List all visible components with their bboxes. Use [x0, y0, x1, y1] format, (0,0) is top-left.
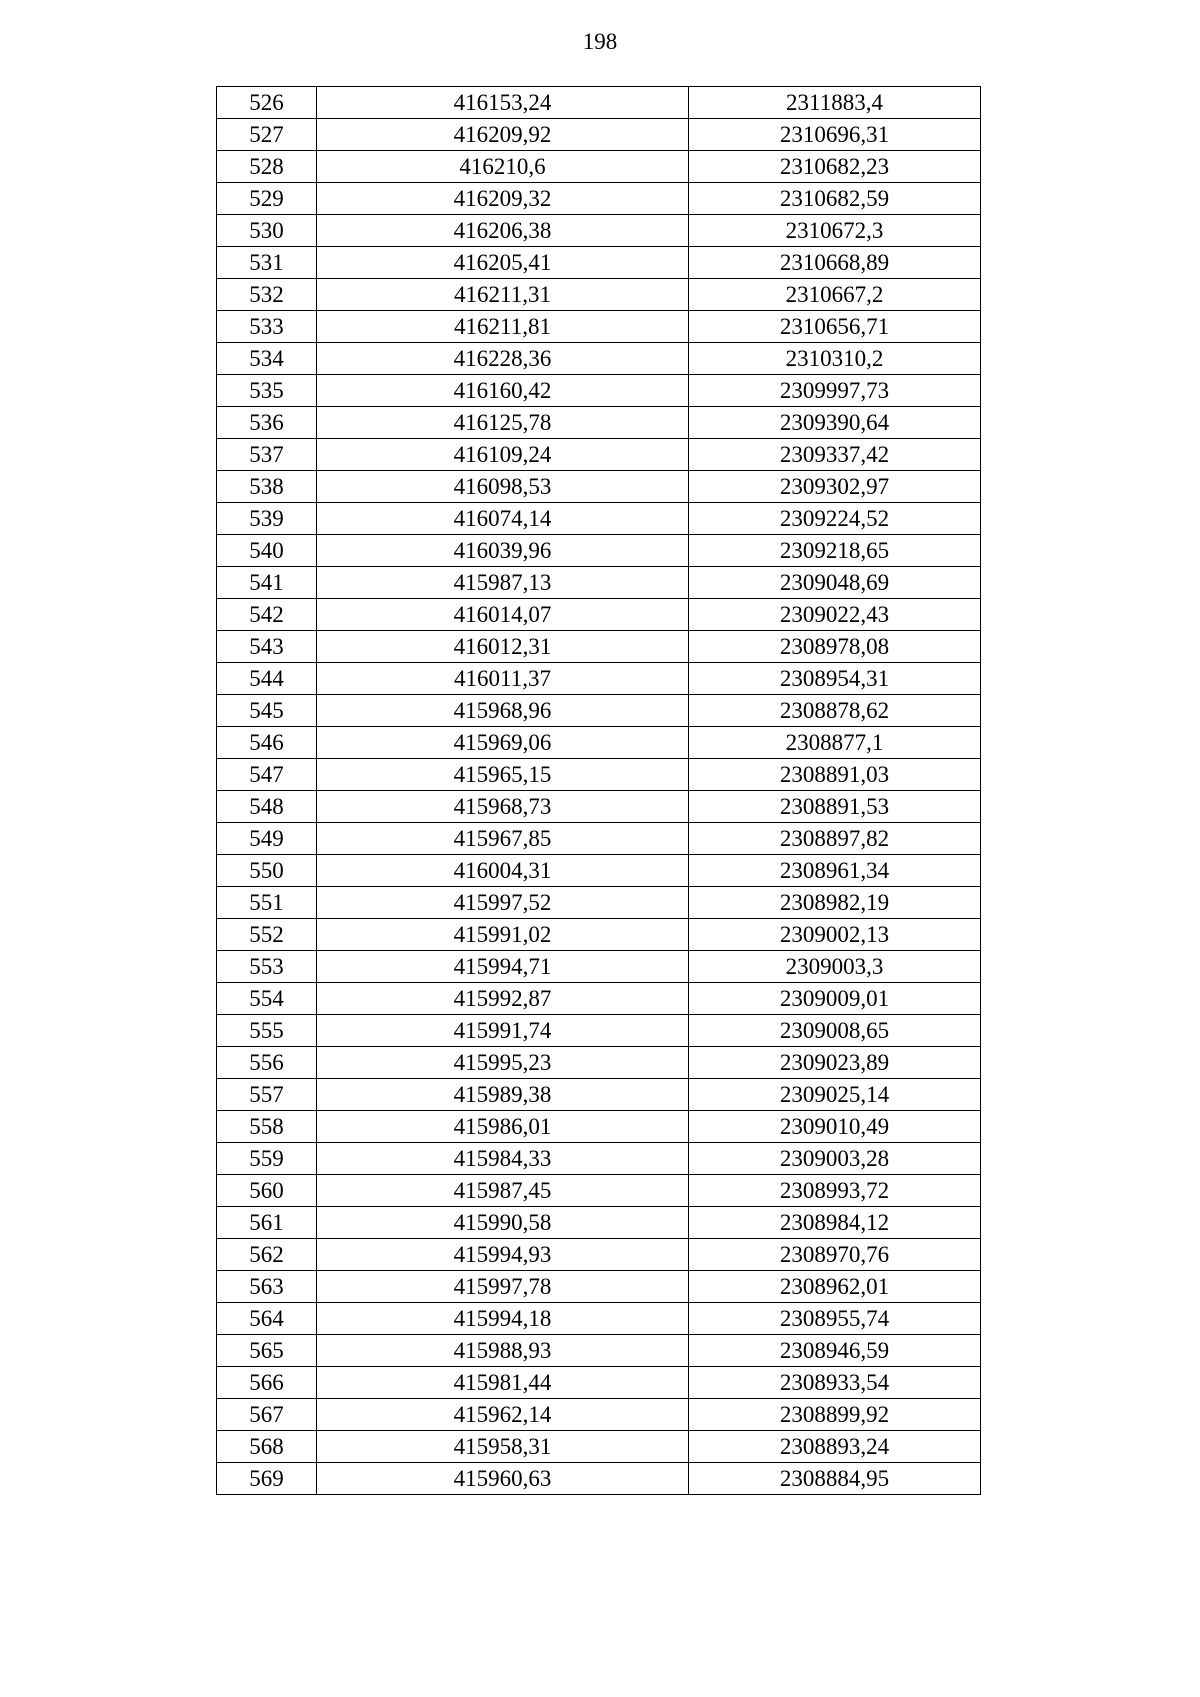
y-coordinate-cell: 2308891,03 [689, 759, 981, 791]
x-coordinate-cell: 416211,31 [317, 279, 689, 311]
point-number-cell: 566 [217, 1367, 317, 1399]
x-coordinate-cell: 416228,36 [317, 343, 689, 375]
point-number-cell: 531 [217, 247, 317, 279]
x-coordinate-cell: 415981,44 [317, 1367, 689, 1399]
x-coordinate-cell: 416206,38 [317, 215, 689, 247]
point-number-cell: 557 [217, 1079, 317, 1111]
table-row [217, 1111, 981, 1143]
x-coordinate-cell: 416125,78 [317, 407, 689, 439]
x-coordinate-cell: 416098,53 [317, 471, 689, 503]
y-coordinate-cell: 2309023,89 [689, 1047, 981, 1079]
y-coordinate-cell: 2309002,13 [689, 919, 981, 951]
y-coordinate-cell: 2308933,54 [689, 1367, 981, 1399]
table-row [217, 215, 981, 247]
point-number-cell: 537 [217, 439, 317, 471]
table-row [217, 1335, 981, 1367]
table-row [217, 247, 981, 279]
y-coordinate-cell: 2309010,49 [689, 1111, 981, 1143]
x-coordinate-cell: 415967,85 [317, 823, 689, 855]
table-row [217, 1047, 981, 1079]
y-coordinate-cell: 2308982,19 [689, 887, 981, 919]
x-coordinate-cell: 415989,38 [317, 1079, 689, 1111]
y-coordinate-cell: 2308946,59 [689, 1335, 981, 1367]
point-number-cell: 527 [217, 119, 317, 151]
x-coordinate-cell: 416004,31 [317, 855, 689, 887]
point-number-cell: 534 [217, 343, 317, 375]
table-row [217, 535, 981, 567]
table-row [217, 855, 981, 887]
y-coordinate-cell: 2308954,31 [689, 663, 981, 695]
y-coordinate-cell: 2308962,01 [689, 1271, 981, 1303]
point-number-cell: 535 [217, 375, 317, 407]
point-number-cell: 538 [217, 471, 317, 503]
point-number-cell: 526 [217, 87, 317, 119]
y-coordinate-cell: 2310672,3 [689, 215, 981, 247]
point-number-cell: 532 [217, 279, 317, 311]
y-coordinate-cell: 2308984,12 [689, 1207, 981, 1239]
point-number-cell: 546 [217, 727, 317, 759]
y-coordinate-cell: 2310668,89 [689, 247, 981, 279]
x-coordinate-cell: 415997,52 [317, 887, 689, 919]
table-row [217, 1143, 981, 1175]
table-row [217, 983, 981, 1015]
point-number-cell: 529 [217, 183, 317, 215]
y-coordinate-cell: 2308899,92 [689, 1399, 981, 1431]
y-coordinate-cell: 2308897,82 [689, 823, 981, 855]
y-coordinate-cell: 2308877,1 [689, 727, 981, 759]
x-coordinate-cell: 416205,41 [317, 247, 689, 279]
x-coordinate-cell: 416039,96 [317, 535, 689, 567]
table-row [217, 375, 981, 407]
table-row [217, 919, 981, 951]
point-number-cell: 539 [217, 503, 317, 535]
y-coordinate-cell: 2309997,73 [689, 375, 981, 407]
x-coordinate-cell: 415990,58 [317, 1207, 689, 1239]
x-coordinate-cell: 416109,24 [317, 439, 689, 471]
table-row [217, 87, 981, 119]
table-row [217, 471, 981, 503]
table-row [217, 1015, 981, 1047]
x-coordinate-cell: 415991,02 [317, 919, 689, 951]
table-row [217, 1271, 981, 1303]
y-coordinate-cell: 2309009,01 [689, 983, 981, 1015]
x-coordinate-cell: 415962,14 [317, 1399, 689, 1431]
table-row [217, 1207, 981, 1239]
y-coordinate-cell: 2309337,42 [689, 439, 981, 471]
point-number-cell: 568 [217, 1431, 317, 1463]
x-coordinate-cell: 415994,93 [317, 1239, 689, 1271]
point-number-cell: 545 [217, 695, 317, 727]
x-coordinate-cell: 416012,31 [317, 631, 689, 663]
x-coordinate-cell: 415988,93 [317, 1335, 689, 1367]
point-number-cell: 541 [217, 567, 317, 599]
point-number-cell: 540 [217, 535, 317, 567]
x-coordinate-cell: 416160,42 [317, 375, 689, 407]
y-coordinate-cell: 2310656,71 [689, 311, 981, 343]
table-row [217, 1079, 981, 1111]
table-row [217, 759, 981, 791]
y-coordinate-cell: 2309003,28 [689, 1143, 981, 1175]
table-row [217, 279, 981, 311]
point-number-cell: 551 [217, 887, 317, 919]
point-number-cell: 565 [217, 1335, 317, 1367]
table-row [217, 151, 981, 183]
y-coordinate-cell: 2310310,2 [689, 343, 981, 375]
y-coordinate-cell: 2309224,52 [689, 503, 981, 535]
point-number-cell: 543 [217, 631, 317, 663]
x-coordinate-cell: 415984,33 [317, 1143, 689, 1175]
point-number-cell: 549 [217, 823, 317, 855]
point-number-cell: 552 [217, 919, 317, 951]
point-number-cell: 533 [217, 311, 317, 343]
point-number-cell: 569 [217, 1463, 317, 1495]
page-number: 198 [582, 29, 618, 54]
table-row [217, 695, 981, 727]
table-row [217, 631, 981, 663]
y-coordinate-cell: 2310682,59 [689, 183, 981, 215]
x-coordinate-cell: 415994,71 [317, 951, 689, 983]
x-coordinate-cell: 416211,81 [317, 311, 689, 343]
point-number-cell: 553 [217, 951, 317, 983]
table-row [217, 183, 981, 215]
x-coordinate-cell: 415991,74 [317, 1015, 689, 1047]
y-coordinate-cell: 2308978,08 [689, 631, 981, 663]
point-number-cell: 536 [217, 407, 317, 439]
table-row [217, 1303, 981, 1335]
point-number-cell: 560 [217, 1175, 317, 1207]
table-row [217, 439, 981, 471]
x-coordinate-cell: 416011,37 [317, 663, 689, 695]
x-coordinate-cell: 415994,18 [317, 1303, 689, 1335]
x-coordinate-cell: 415965,15 [317, 759, 689, 791]
table-row [217, 1463, 981, 1495]
x-coordinate-cell: 416153,24 [317, 87, 689, 119]
coordinates-table-body [217, 87, 981, 1495]
point-number-cell: 547 [217, 759, 317, 791]
y-coordinate-cell: 2310696,31 [689, 119, 981, 151]
x-coordinate-cell: 415969,06 [317, 727, 689, 759]
y-coordinate-cell: 2308884,95 [689, 1463, 981, 1495]
y-coordinate-cell: 2308893,24 [689, 1431, 981, 1463]
x-coordinate-cell: 415995,23 [317, 1047, 689, 1079]
x-coordinate-cell: 416209,92 [317, 119, 689, 151]
table-row [217, 119, 981, 151]
y-coordinate-cell: 2310667,2 [689, 279, 981, 311]
table-row [217, 1431, 981, 1463]
y-coordinate-cell: 2308961,34 [689, 855, 981, 887]
table-row [217, 823, 981, 855]
table-row [217, 567, 981, 599]
x-coordinate-cell: 415968,96 [317, 695, 689, 727]
point-number-cell: 563 [217, 1271, 317, 1303]
point-number-cell: 564 [217, 1303, 317, 1335]
coordinates-table [216, 86, 981, 1495]
table-row [217, 887, 981, 919]
table-row [217, 951, 981, 983]
table-row [217, 1175, 981, 1207]
point-number-cell: 559 [217, 1143, 317, 1175]
x-coordinate-cell: 416074,14 [317, 503, 689, 535]
y-coordinate-cell: 2310682,23 [689, 151, 981, 183]
point-number-cell: 550 [217, 855, 317, 887]
point-number-cell: 530 [217, 215, 317, 247]
y-coordinate-cell: 2309008,65 [689, 1015, 981, 1047]
x-coordinate-cell: 416210,6 [317, 151, 689, 183]
table-row [217, 1367, 981, 1399]
x-coordinate-cell: 415968,73 [317, 791, 689, 823]
point-number-cell: 548 [217, 791, 317, 823]
table-row [217, 599, 981, 631]
x-coordinate-cell: 415987,45 [317, 1175, 689, 1207]
point-number-cell: 567 [217, 1399, 317, 1431]
y-coordinate-cell: 2308955,74 [689, 1303, 981, 1335]
y-coordinate-cell: 2309048,69 [689, 567, 981, 599]
table-row [217, 727, 981, 759]
table-row [217, 407, 981, 439]
x-coordinate-cell: 415997,78 [317, 1271, 689, 1303]
x-coordinate-cell: 416014,07 [317, 599, 689, 631]
table-row [217, 311, 981, 343]
point-number-cell: 554 [217, 983, 317, 1015]
y-coordinate-cell: 2309025,14 [689, 1079, 981, 1111]
y-coordinate-cell: 2308970,76 [689, 1239, 981, 1271]
x-coordinate-cell: 416209,32 [317, 183, 689, 215]
x-coordinate-cell: 415987,13 [317, 567, 689, 599]
x-coordinate-cell: 415986,01 [317, 1111, 689, 1143]
x-coordinate-cell: 415958,31 [317, 1431, 689, 1463]
x-coordinate-cell: 415960,63 [317, 1463, 689, 1495]
table-row [217, 1399, 981, 1431]
point-number-cell: 556 [217, 1047, 317, 1079]
point-number-cell: 544 [217, 663, 317, 695]
table-row [217, 503, 981, 535]
y-coordinate-cell: 2309218,65 [689, 535, 981, 567]
table-row [217, 791, 981, 823]
point-number-cell: 558 [217, 1111, 317, 1143]
table-row [217, 343, 981, 375]
y-coordinate-cell: 2309302,97 [689, 471, 981, 503]
x-coordinate-cell: 415992,87 [317, 983, 689, 1015]
point-number-cell: 561 [217, 1207, 317, 1239]
y-coordinate-cell: 2308878,62 [689, 695, 981, 727]
point-number-cell: 555 [217, 1015, 317, 1047]
point-number-cell: 542 [217, 599, 317, 631]
y-coordinate-cell: 2309022,43 [689, 599, 981, 631]
table-row [217, 1239, 981, 1271]
y-coordinate-cell: 2308993,72 [689, 1175, 981, 1207]
table-row [217, 663, 981, 695]
y-coordinate-cell: 2311883,4 [689, 87, 981, 119]
y-coordinate-cell: 2309390,64 [689, 407, 981, 439]
point-number-cell: 528 [217, 151, 317, 183]
y-coordinate-cell: 2309003,3 [689, 951, 981, 983]
point-number-cell: 562 [217, 1239, 317, 1271]
y-coordinate-cell: 2308891,53 [689, 791, 981, 823]
